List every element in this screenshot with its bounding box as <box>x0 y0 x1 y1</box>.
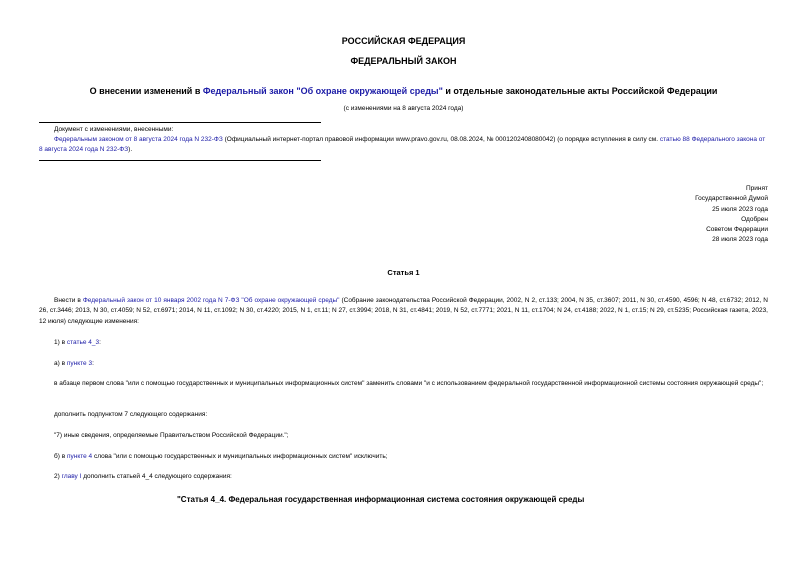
change-notice-text2: ). <box>128 146 133 153</box>
p1-prefix: 1) в <box>54 339 67 346</box>
p2-suffix: : <box>92 360 94 367</box>
change-notice <box>39 125 769 155</box>
amending-law-link[interactable]: Федеральным законом от 8 августа 2024 года N 232-ФЗ <box>54 136 223 143</box>
article-1-title: Статья 1 <box>387 268 420 277</box>
document-kind: ФЕДЕРАЛЬНЫЙ ЗАКОН <box>350 56 457 66</box>
law-7fz-link[interactable]: Федеральный закон от 10 января 2002 года N 7-ФЗ "Об охране окружающей среды" <box>82 297 340 304</box>
paragraph-replace: в абзаце первом слова "или с помощью государственных и муниципальных информационных систем" заменить словами "и с использованием федеральной государственной информационной системы состояния окружающей среды"; <box>54 380 764 387</box>
edition-note: (с изменениями на 8 августа 2024 года) <box>343 105 464 112</box>
p7-suffix: дополнить статьей 4_4 следующего содержания: <box>81 473 232 480</box>
document-title: РОССИЙСКАЯ ФЕДЕРАЦИЯ <box>341 36 466 46</box>
p6-suffix: слова "или с помощью государственных и муниципальных информационных систем" исключить; <box>92 453 388 460</box>
change-notice-label: Документ с изменениями, внесенными: <box>54 126 174 133</box>
intro-prefix: Внести в <box>54 297 83 304</box>
paragraph-b <box>39 452 768 462</box>
article-4-4-title: "Статья 4_4. Федеральная государственная информационная система состояния окружающей среды <box>177 495 585 504</box>
article-1-intro <box>39 296 768 327</box>
adoption-line: 28 июля 2023 года <box>712 236 768 244</box>
intro-text: (Собрание законодательства Российской Федерации, 2002, N 2, ст.133; 2004, N 35, ст.3607; 2011, N 30, ст.4590, 4596; N 48, ст.6732; 2012, N 26, ст.3446; 2013, N 30, ст.4059; N 52, ст.6971; 2014, N 11, ст.1092; N 30, ст.4220; 2015, N 1, ст.11; N 27, ст.3994; 2018, N 31, ст.4841; 2019, N 52, ст.7771; 2021, N 11, ст.1704; N 24, ст.4188; 2022, N 1, ст.15; N 29, ст.5235; Российская газета, 2023, 12 июля) следующие изменения: <box>39 297 768 325</box>
paragraph-2 <box>39 472 768 482</box>
paragraph-a <box>39 359 768 369</box>
heading-prefix: О внесении изменений в <box>89 86 203 96</box>
clause-4-link[interactable]: пункте 4 <box>66 453 93 460</box>
change-notice-body <box>39 135 769 155</box>
heading-law-link[interactable]: Федеральный закон "Об охране окружающей среды" <box>202 86 443 96</box>
adoption-line: Принят <box>745 185 768 192</box>
adoption-line: 25 июля 2023 года <box>712 205 768 213</box>
p1-suffix: : <box>99 339 101 346</box>
adoption-block <box>568 184 768 246</box>
heading-suffix: и отдельные законодательные акты Российской Федерации <box>442 86 718 96</box>
article88-link[interactable]: статью 88 Федерального закона от 8 августа 2024 года N 232-ФЗ <box>39 136 766 153</box>
document-heading <box>0 85 807 98</box>
paragraph-add-subclause: дополнить подпунктом 7 следующего содержания: <box>54 411 208 418</box>
p6-prefix: б) в <box>54 453 67 460</box>
adoption-line: Государственной Думой <box>695 195 768 203</box>
p7-prefix: 2) <box>54 473 62 480</box>
paragraph-subclause-7: "7) иные сведения, определяемые Правительством Российской Федерации."; <box>54 432 289 439</box>
adoption-line: Советом Федерации <box>706 226 768 234</box>
p2-prefix: а) в <box>54 360 67 367</box>
paragraph-1 <box>39 338 768 348</box>
notice-bottom-divider <box>39 160 321 161</box>
clause-3-link[interactable]: пункте 3 <box>66 360 93 367</box>
adoption-line: Одобрен <box>741 215 768 223</box>
chapter-1-link[interactable]: главу I <box>61 473 82 480</box>
change-notice-text1: (Официальный интернет-портал правовой информации www.pravo.gov.ru, 08.08.2024, № 0001202408080042) (о порядке вступления в силу см. <box>222 136 660 143</box>
article-4-3-link[interactable]: статье 4_3 <box>66 339 100 346</box>
notice-top-divider <box>39 122 321 123</box>
